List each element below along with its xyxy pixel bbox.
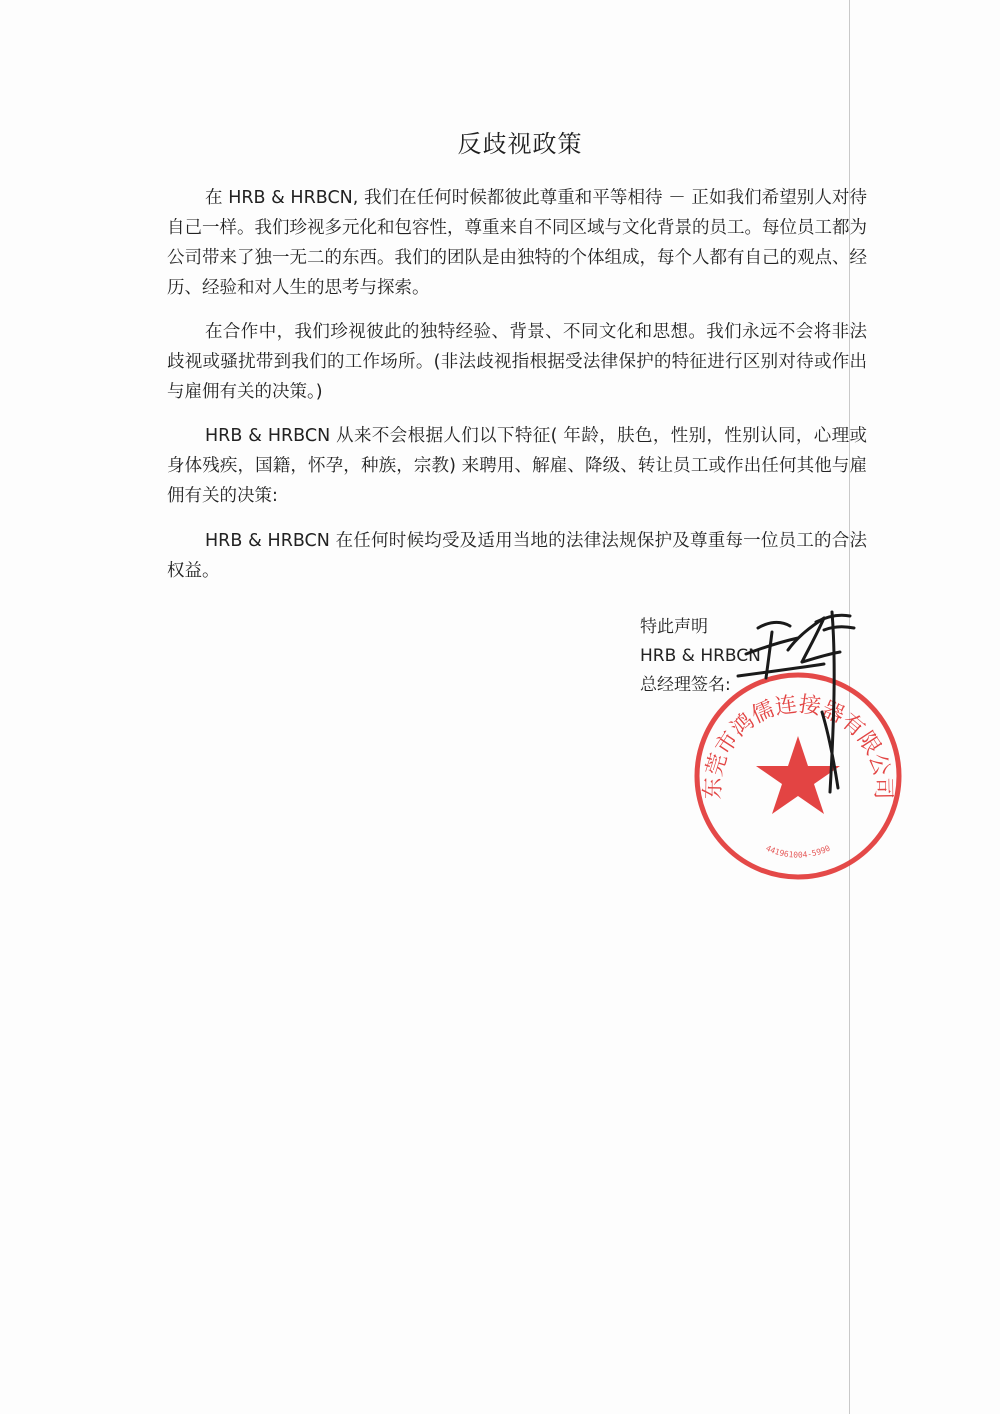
paragraph-characteristics: HRB & HRBCN 从来不会根据人们以下特征( 年龄，肤色，性别，性别认同，心理或身体残疾，国籍，怀孕，种族，宗教) 来聘用、解雇、降级、转让员工或作出任何其他与雇佣有关的决策: [167, 426, 867, 506]
handwritten-signature [728, 592, 868, 822]
signature-label: 总经理签名: [640, 675, 731, 695]
closing-statement: 特此声明 [640, 617, 708, 637]
document-title: 反歧视政策 [457, 130, 583, 158]
paragraph-cooperation: 在合作中，我们珍视彼此的独特经验、背景、不同文化和思想。我们永远不会将非法歧视或骚扰带到我们的工作场所。(非法歧视指根据受法律保护的特征进行区别对待或作出与雇佣有关的决策。) [167, 322, 867, 402]
closing-company: HRB & HRBCN [640, 646, 761, 666]
seal-text: 东莞市鸿儒连接器有限公司 [700, 692, 896, 800]
seal-number: 441961004-5990 [764, 843, 832, 860]
paragraph-respect: 在 HRB & HRBCN, 我们在任何时候都彼此尊重和平等相待 － 正如我们希望别人对待自己一样。我们珍视多元化和包容性，尊重来自不同区域与文化背景的员工。每位员工都为公司带来了独一无二的东西。我们的团队是由独特的个体组成，每个人都有自己的观点、经历、经验和对人生的思考与探索。 [167, 188, 867, 298]
paragraph-legal-rights: HRB & HRBCN 在任何时候均受及适用当地的法律法规保护及尊重每一位员工的合法权益。 [167, 531, 867, 581]
